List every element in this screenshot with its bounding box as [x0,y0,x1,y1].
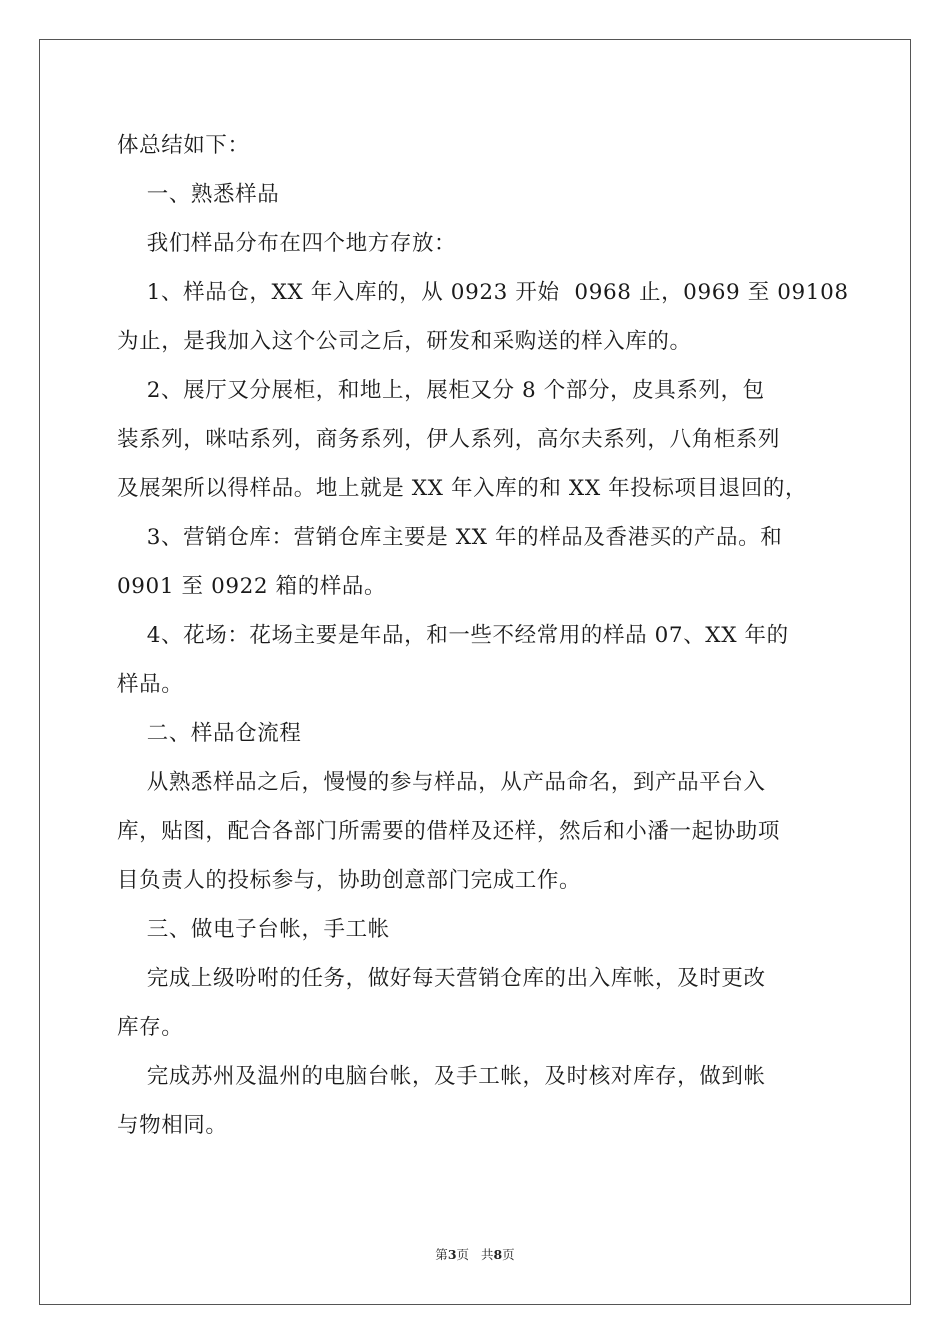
total-prefix: 共 [480,1247,494,1262]
text-line: 我们样品分布在四个地方存放： [117,231,457,256]
text-line: 样品。 [117,672,184,697]
page-prefix: 第 [435,1247,448,1262]
text-line: 4、花场：花场主要是年品，和一些不经常用的样品 07、XX 年的 [117,623,789,648]
text-line: 0901 至 0922 箱的样品。 [117,574,387,599]
section-heading: 一、熟悉样品 [117,182,280,207]
text-line: 2、展厅又分展柜，和地上，展柜又分 8 个部分，皮具系列，包 [117,378,765,403]
document-body [117,128,849,1157]
text-line: 3、营销仓库：营销仓库主要是 XX 年的样品及香港买的产品。和 [117,525,783,550]
text-line: 为止，是我加入这个公司之后，研发和采购送的样入库的。 [117,329,692,354]
total-suffix: 页 [502,1247,515,1262]
section-heading: 三、做电子台帐，手工帐 [117,917,390,942]
total-pages: 8 [493,1247,503,1262]
text-line: 与物相同。 [117,1113,228,1138]
section-heading: 二、样品仓流程 [117,721,302,746]
text-line: 库存。 [117,1015,184,1040]
text-line: 装系列，咪咕系列，商务系列，伊人系列，高尔夫系列，八角柜系列 [117,427,781,452]
text-line: 目负责人的投标参与，协助创意部门完成工作。 [117,868,582,893]
text-line: 从熟悉样品之后，慢慢的参与样品，从产品命名，到产品平台入 [117,770,766,795]
text-line: 库，贴图，配合各部门所需要的借样及还样，然后和小潘一起协助项 [117,819,781,844]
text-line: 1、样品仓，XX 年入库的，从 0923 开始 0968 止，0969 至 09108 [117,280,849,305]
text-line: 完成苏州及温州的电脑台帐，及手工帐，及时核对库存，做到帐 [117,1064,766,1089]
text-line: 体总结如下： [117,133,250,158]
text-line: 完成上级吩咐的任务，做好每天营销仓库的出入库帐，及时更改 [117,966,766,991]
page-footer [0,1245,950,1263]
text-line: 及展架所以得样品。地上就是 XX 年入库的和 XX 年投标项目退回的， [117,476,808,501]
page-suffix: 页 [456,1247,470,1262]
page-number: 3 [447,1247,457,1262]
